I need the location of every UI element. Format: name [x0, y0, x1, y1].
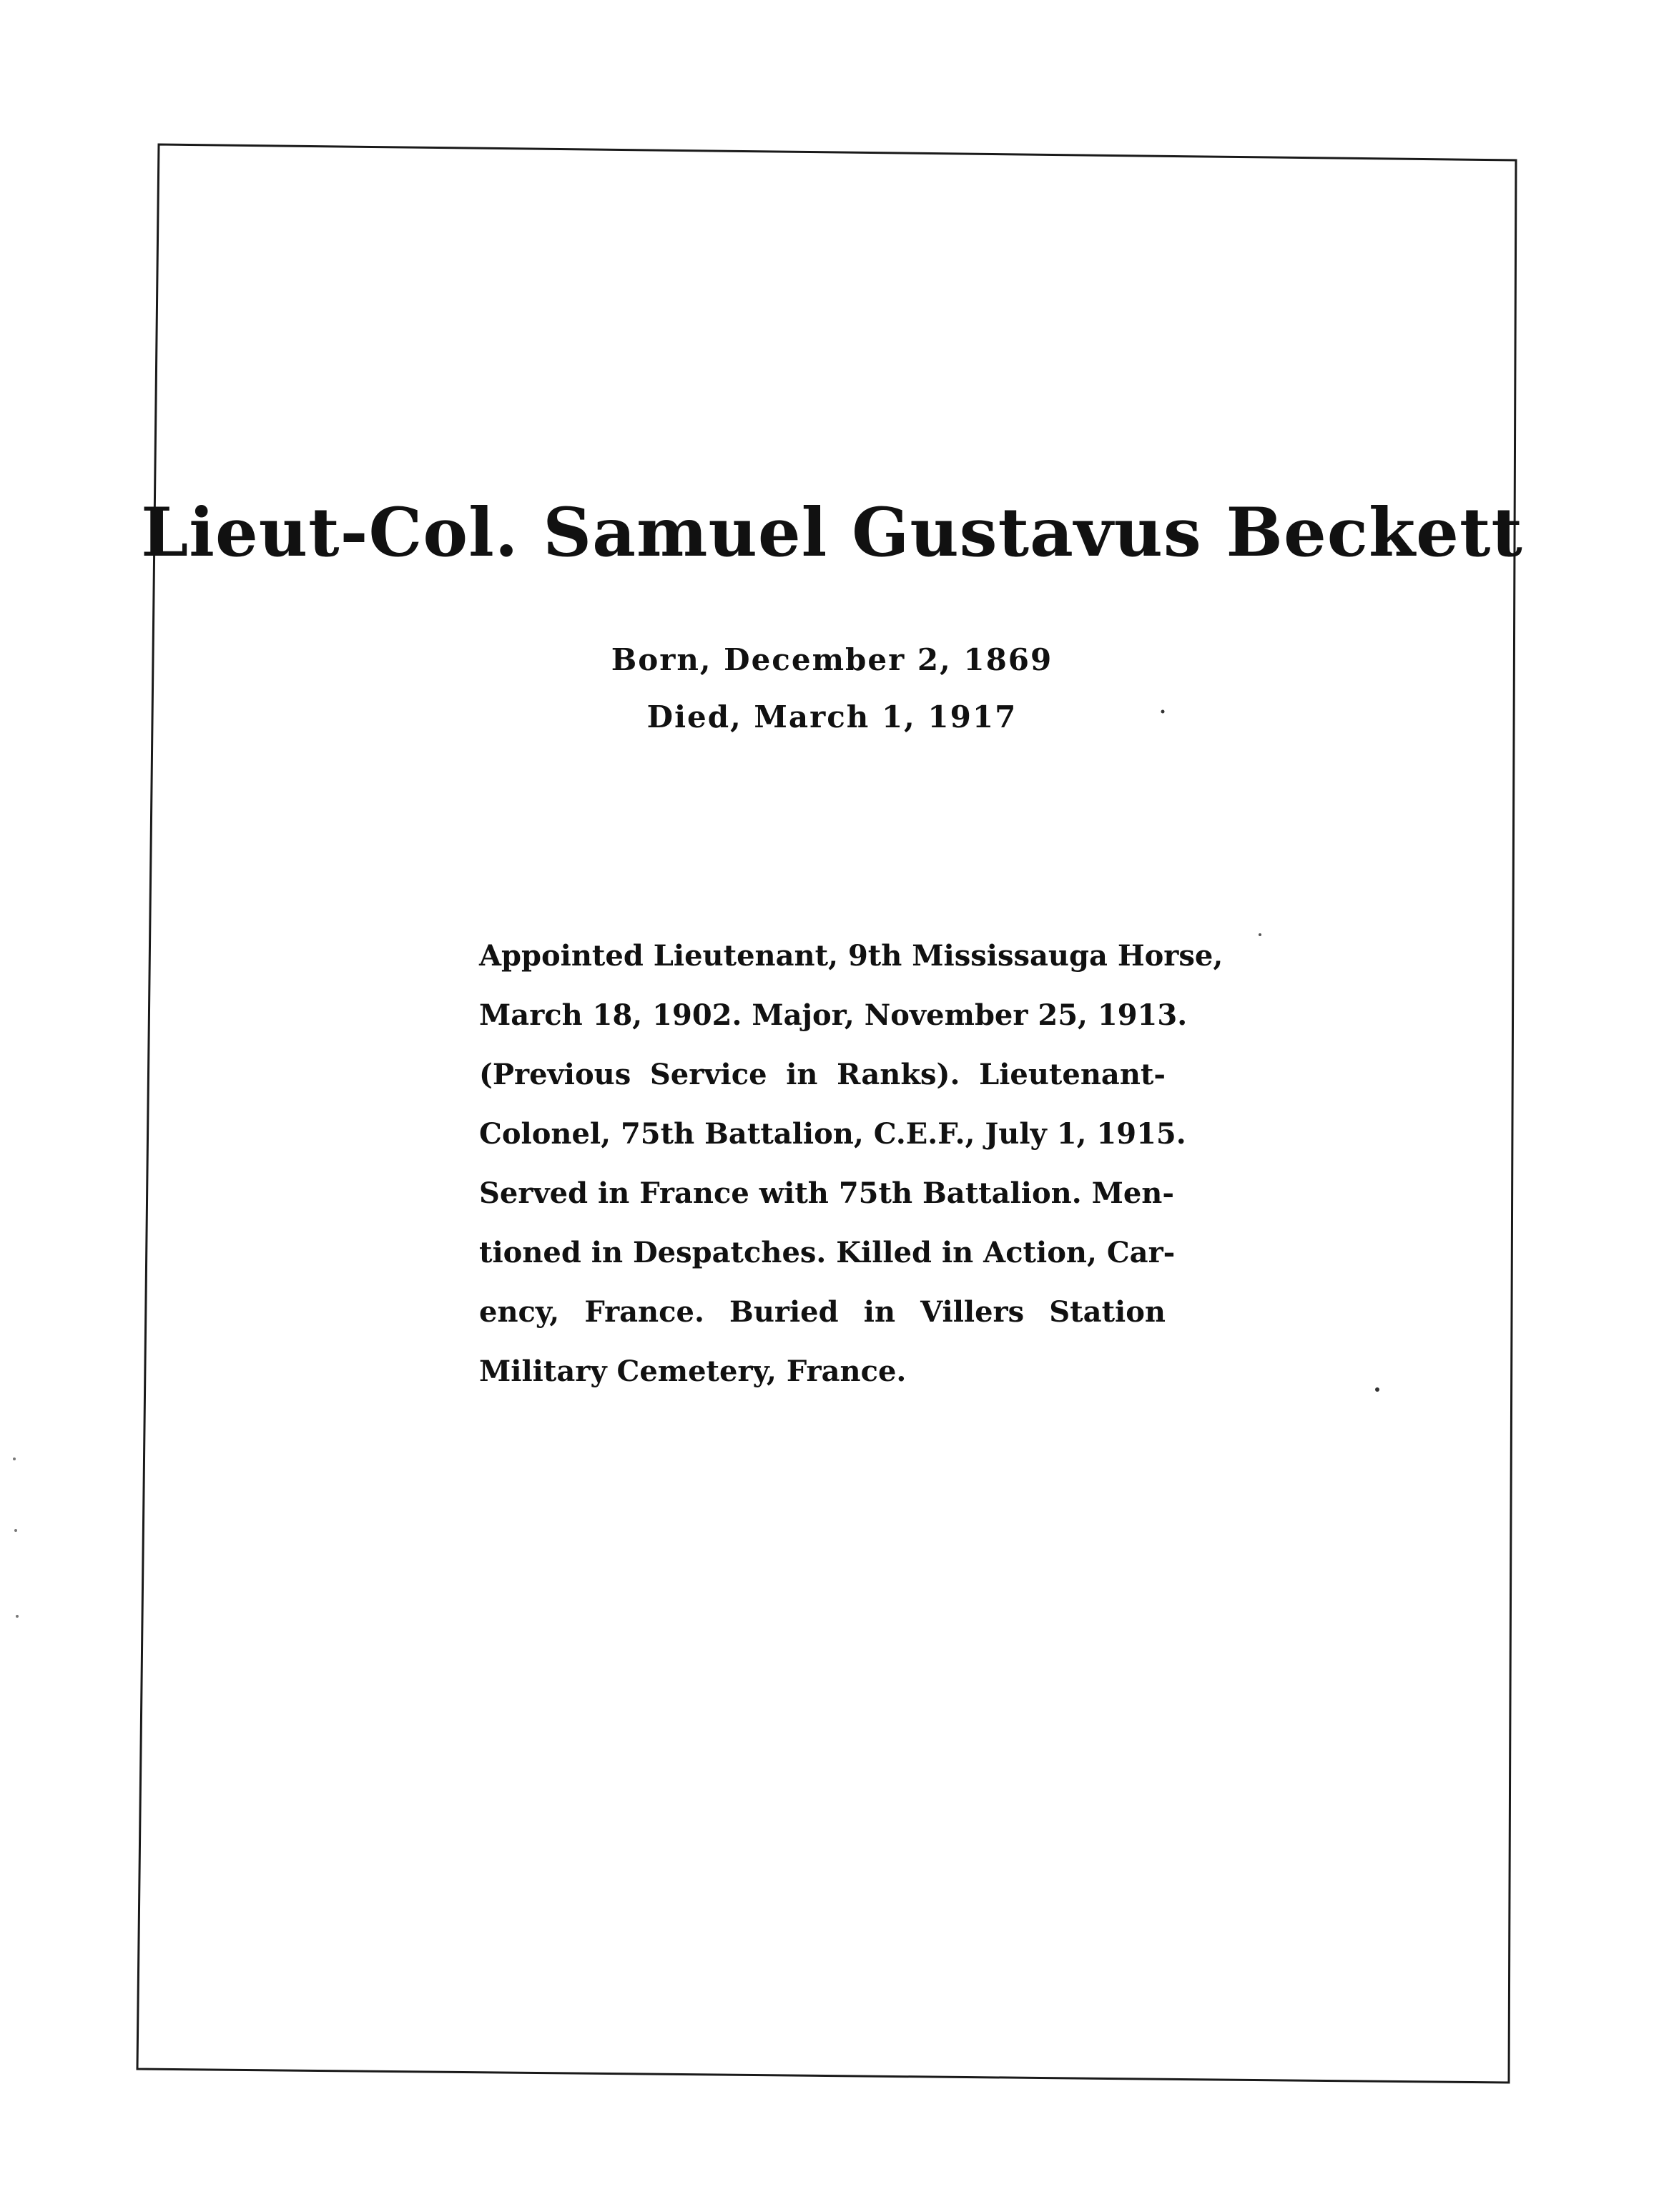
- died-date: Died, March 1, 1917: [646, 699, 1018, 734]
- biography-line: Military Cemetery, France.: [479, 1355, 907, 1388]
- speck-mark: [13, 1458, 16, 1460]
- speck-mark: [1375, 1387, 1379, 1392]
- biography-line: tioned in Despatches. Killed in Action, Car-: [479, 1236, 1176, 1269]
- biography-line: Served in France with 75th Battalion. Men-: [479, 1176, 1174, 1210]
- born-date: Born, December 2, 1869: [611, 642, 1053, 677]
- speck-mark: [14, 1529, 17, 1532]
- biography-line: Appointed Lieutenant, 9th Mississauga Horse,: [479, 939, 1224, 973]
- biography-paragraph: [479, 926, 1224, 1401]
- biography-line: (Previous Service in Ranks). Lieutenant-: [479, 1058, 1166, 1091]
- biography-line: Colonel, 75th Battalion, C.E.F., July 1, 1915.: [479, 1117, 1186, 1151]
- biography-line: March 18, 1902. Major, November 25, 1913.: [479, 998, 1188, 1032]
- biography-line: ency, France. Buried in Villers Station: [479, 1295, 1166, 1329]
- page-title: Lieut-Col. Samuel Gustavus Beckett: [141, 493, 1523, 572]
- speck-mark: [16, 1615, 19, 1618]
- speck-mark: [1259, 933, 1261, 936]
